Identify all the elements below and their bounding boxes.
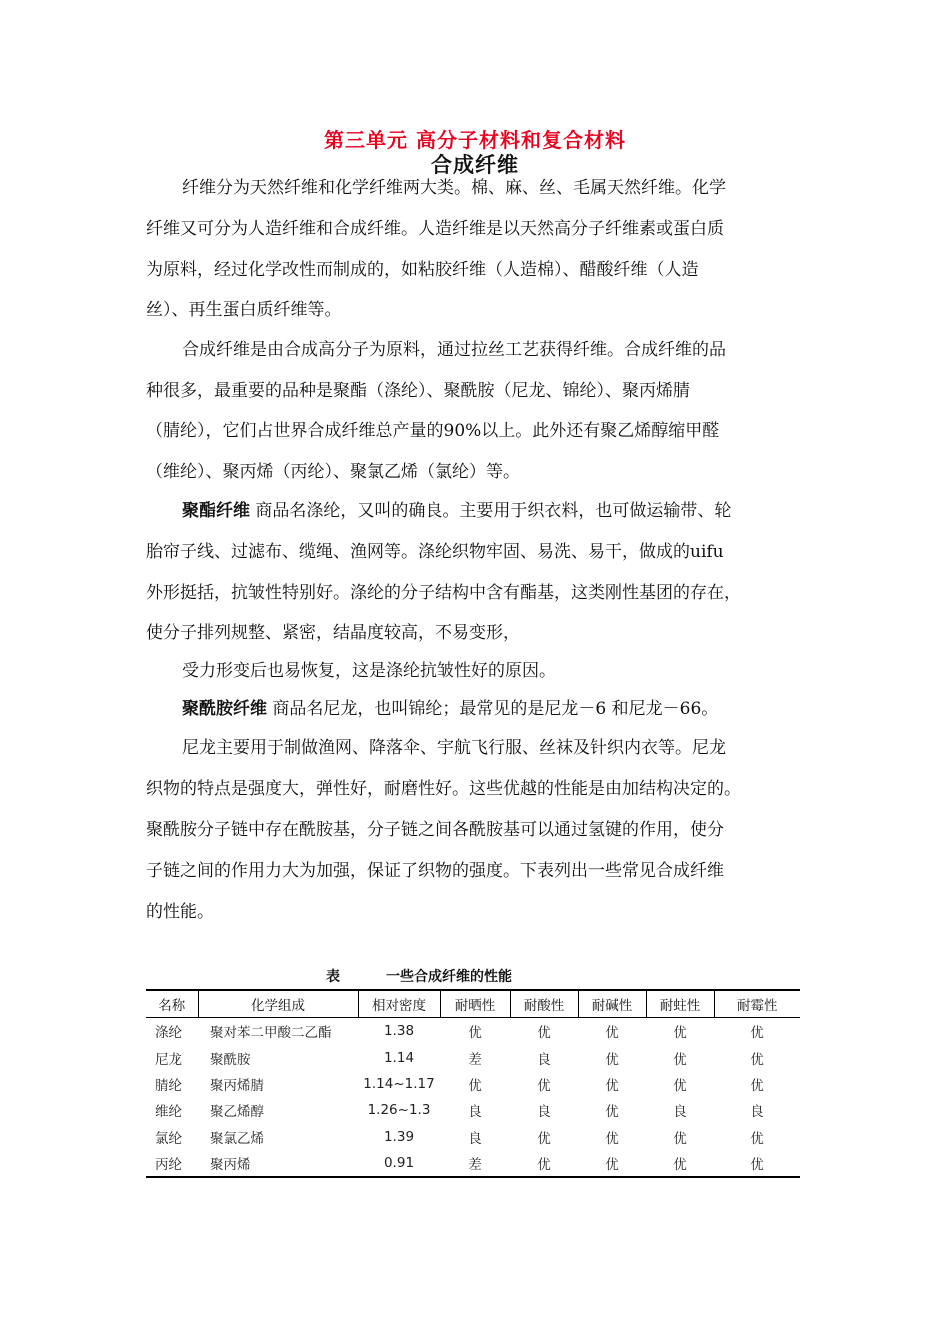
section-title: 合成纤维 bbox=[431, 153, 519, 177]
table-header-row bbox=[146, 990, 800, 1018]
table-cell: 优 bbox=[673, 1130, 687, 1147]
paragraph-line: 使分子排列规整、紧密，结晶度较高，不易变形， bbox=[146, 623, 520, 643]
table-cell: 良 bbox=[537, 1104, 551, 1121]
table-cell: 腈纶 bbox=[155, 1077, 182, 1094]
table-caption-text: 一些合成纤维的性能 bbox=[386, 969, 512, 985]
paragraph-line: 织物的特点是强度大，弹性好，耐磨性好。这些优越的性能是由加结构决定的。 bbox=[146, 779, 741, 799]
paragraph-line: 受力形变后也易恢复，这是涤纶抗皱性好的原因。 bbox=[182, 661, 556, 681]
paragraph-line: 纤维分为天然纤维和化学纤维两大类。棉、麻、丝、毛属天然纤维。化学 bbox=[182, 178, 726, 198]
table-cell: 优 bbox=[537, 1130, 551, 1147]
table-cell: 尼龙 bbox=[155, 1051, 182, 1068]
table-cell: 优 bbox=[537, 1025, 551, 1042]
table-cell: 1.14 bbox=[383, 1049, 415, 1066]
paragraph-line: 聚酰胺分子链中存在酰胺基，分子链之间各酰胺基可以通过氢键的作用，使分 bbox=[146, 820, 724, 840]
table-cell: 良 bbox=[673, 1104, 687, 1121]
paragraph-line bbox=[182, 698, 718, 720]
table-cell: 丙纶 bbox=[146, 1150, 198, 1177]
table-cell: 差 bbox=[468, 1051, 482, 1068]
paragraph-line: 子链之间的作用力大为加强，保证了织物的强度。下表列出一些常见合成纤维 bbox=[146, 861, 724, 881]
table-cell: 1.14~1.17 bbox=[363, 1075, 435, 1092]
paragraph-line: 为原料，经过化学改性而制成的，如粘胶纤维（人造棉）、醋酸纤维（人造 bbox=[146, 260, 699, 280]
paragraph-line: （维纶）、聚丙烯（丙纶）、聚氯乙烯（氯纶）等。 bbox=[146, 462, 520, 482]
column-header: 耐酸性 bbox=[510, 990, 578, 1018]
table-cell: 优 bbox=[578, 1150, 646, 1177]
table-cell: 优 bbox=[605, 1130, 619, 1147]
column-header: 相对密度 bbox=[358, 990, 440, 1018]
unit-title: 第三单元 高分子材料和复合材料 bbox=[324, 128, 626, 152]
table-cell: 聚氯乙烯 bbox=[210, 1130, 264, 1147]
table-cell: 聚乙烯醇 bbox=[210, 1104, 264, 1121]
paragraph-line: 纤维又可分为人造纤维和合成纤维。人造纤维是以天然高分子纤维素或蛋白质 bbox=[146, 219, 724, 239]
table-cell: 优 bbox=[673, 1051, 687, 1068]
table-cell: 优 bbox=[673, 1077, 687, 1094]
table-cell: 聚丙烯腈 bbox=[210, 1077, 264, 1094]
paragraph-text: 商品名涤纶，又叫的确良。主要用于织衣料，也可做运输带、轮 bbox=[255, 501, 732, 521]
column-header: 耐蛀性 bbox=[646, 990, 714, 1018]
table-cell: 优 bbox=[605, 1051, 619, 1068]
paragraph-line: 的性能。 bbox=[146, 902, 214, 922]
column-header: 耐霉性 bbox=[714, 990, 800, 1018]
table-cell: 聚丙烯 bbox=[198, 1150, 358, 1177]
table-row bbox=[146, 1097, 800, 1123]
table-cell: 1.38 bbox=[383, 1023, 415, 1040]
table-cell: 优 bbox=[750, 1025, 764, 1042]
fiber-properties-table bbox=[146, 989, 800, 1178]
table-cell: 优 bbox=[750, 1077, 764, 1094]
column-header: 化学组成 bbox=[198, 990, 358, 1018]
table-cell: 维纶 bbox=[155, 1104, 182, 1121]
table-row bbox=[146, 1124, 800, 1150]
term-polyamide: 聚酰胺纤维 bbox=[182, 699, 267, 719]
table-cell: 优 bbox=[714, 1150, 800, 1177]
paragraph-line: 胎帘子线、过滤布、缆绳、渔网等。涤纶织物牢固、易洗、易干，做成的uifu bbox=[146, 542, 724, 562]
column-header: 耐碱性 bbox=[578, 990, 646, 1018]
table-cell: 优 bbox=[673, 1025, 687, 1042]
table-cell: 优 bbox=[605, 1025, 619, 1042]
table-cell: 聚酰胺 bbox=[210, 1051, 251, 1068]
table-cell: 涤纶 bbox=[155, 1025, 182, 1042]
paragraph-line bbox=[182, 500, 731, 522]
paragraph-line: 尼龙主要用于制做渔网、降落伞、宇航飞行服、丝袜及针织内衣等。尼龙 bbox=[182, 738, 726, 758]
paragraph-line: 丝）、再生蛋白质纤维等。 bbox=[146, 300, 342, 320]
table-cell: 优 bbox=[510, 1150, 578, 1177]
table-cell: 优 bbox=[750, 1051, 764, 1068]
table-cell: 优 bbox=[537, 1077, 551, 1094]
table-cell: 优 bbox=[468, 1077, 482, 1094]
paragraph-text: 商品名尼龙，也叫锦纶；最常见的是尼龙－6 和尼龙－66。 bbox=[272, 699, 719, 719]
table-row bbox=[146, 1018, 800, 1045]
table-cell: 差 bbox=[440, 1150, 510, 1177]
table-cell: 氯纶 bbox=[155, 1130, 182, 1147]
table-cell: 1.26~1.3 bbox=[367, 1102, 431, 1119]
table-cell: 优 bbox=[605, 1104, 619, 1121]
table-cell: 优 bbox=[468, 1025, 482, 1042]
paragraph-line: 种很多，最重要的品种是聚酯（涤纶）、聚酰胺（尼龙、锦纶）、聚丙烯腈 bbox=[146, 381, 690, 401]
table-cell: 良 bbox=[468, 1104, 482, 1121]
table-cell: 优 bbox=[605, 1077, 619, 1094]
column-header: 耐晒性 bbox=[440, 990, 510, 1018]
table-cell: 1.39 bbox=[383, 1128, 415, 1145]
table-caption-label: 表 bbox=[326, 969, 340, 985]
table-cell: 良 bbox=[468, 1130, 482, 1147]
table-cell: 0.91 bbox=[358, 1150, 440, 1177]
column-header: 名称 bbox=[146, 990, 198, 1018]
table-row bbox=[146, 1044, 800, 1070]
table-cell: 聚对苯二甲酸二乙酯 bbox=[210, 1025, 332, 1042]
table-cell: 良 bbox=[537, 1051, 551, 1068]
paragraph-line: 外形挺括，抗皱性特别好。涤纶的分子结构中含有酯基，这类刚性基团的存在， bbox=[146, 583, 741, 603]
table-row bbox=[146, 1150, 800, 1177]
table-row bbox=[146, 1071, 800, 1097]
table-cell: 优 bbox=[750, 1130, 764, 1147]
paragraph-line: 合成纤维是由合成高分子为原料，通过拉丝工艺获得纤维。合成纤维的品 bbox=[182, 340, 726, 360]
term-polyester: 聚酯纤维 bbox=[182, 501, 250, 521]
paragraph-line: （腈纶），它们占世界合成纤维总产量的90%以上。此外还有聚乙烯醇缩甲醛 bbox=[146, 421, 720, 441]
table-cell: 良 bbox=[750, 1104, 764, 1121]
table-cell: 优 bbox=[646, 1150, 714, 1177]
